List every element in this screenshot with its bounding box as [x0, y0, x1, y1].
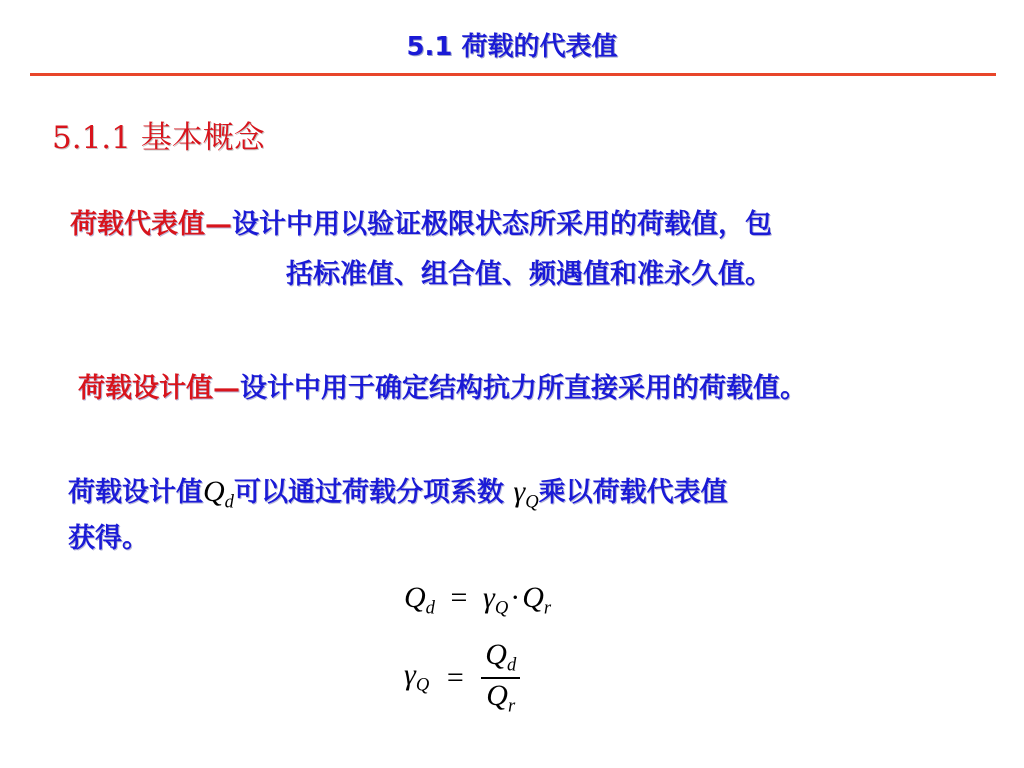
para-text-line2: 获得。 — [68, 523, 149, 554]
symbol-Qd — [203, 475, 234, 513]
definition-text-line1: 设计中用以验证极限状态所采用的荷载值，包 — [232, 209, 772, 240]
formula2-gammaQ — [404, 658, 430, 696]
formula2-denominator — [481, 679, 520, 718]
formula2-gamma: γ — [404, 658, 416, 692]
header-divider — [30, 73, 996, 76]
formula1-Q-r: Q — [522, 581, 544, 614]
term-representative-value: 荷载代表值 — [70, 209, 205, 240]
formula2-num-sub: d — [506, 654, 517, 676]
formula1-gamma: γ — [482, 581, 495, 614]
formula1-sub-r: r — [543, 597, 552, 619]
page-title: 5.1 荷载的代表值 — [406, 32, 618, 62]
formula2-sub-Q: Q — [415, 674, 430, 696]
formula1-Qd — [404, 581, 435, 619]
formula-design-value — [404, 580, 551, 620]
para-text-1: 荷载设计值 — [68, 477, 203, 508]
formula1-dot: · — [510, 581, 521, 614]
para-text-2: 可以通过荷载分项系数 — [233, 477, 514, 508]
formula1-equals: = — [450, 581, 468, 614]
design-value-paragraph — [68, 470, 728, 514]
formula1-Q: Q — [404, 581, 426, 614]
formula2-den-Q: Q — [486, 678, 508, 712]
formula1-sub-Q: Q — [494, 597, 509, 619]
symbol-sub-d: d — [224, 491, 234, 513]
para-text-3: 乘以荷载代表值 — [538, 477, 728, 508]
term-dash-2: — — [213, 373, 240, 404]
symbol-Q: Q — [203, 475, 225, 508]
symbol-sub-Q: Q — [525, 491, 539, 513]
formula2-fraction — [481, 638, 520, 717]
formula2-num-Q: Q — [485, 638, 507, 671]
definition-representative-value — [70, 202, 772, 241]
term-design-value: 荷载设计值 — [78, 373, 213, 404]
formula2-numerator — [481, 638, 520, 679]
formula2-den-sub: r — [507, 695, 516, 716]
formula1-gammaQ — [482, 581, 509, 619]
formula-partial-factor — [404, 638, 520, 717]
symbol-gamma: γ — [513, 475, 526, 508]
definition-design-text: 设计中用于确定结构抗力所直接采用的荷载值。 — [240, 373, 807, 404]
definition-design-value — [78, 366, 807, 405]
term-dash: — — [205, 209, 232, 240]
symbol-gammaQ — [513, 475, 539, 513]
definition-text-line2: 括标准值、组合值、频遇值和准永久值。 — [286, 259, 772, 290]
section-title: 5.1.1 基本概念 — [52, 120, 265, 156]
formula1-sub-d: d — [425, 597, 435, 619]
formula2-equals: = — [446, 660, 464, 694]
formula1-Qr — [522, 581, 552, 619]
